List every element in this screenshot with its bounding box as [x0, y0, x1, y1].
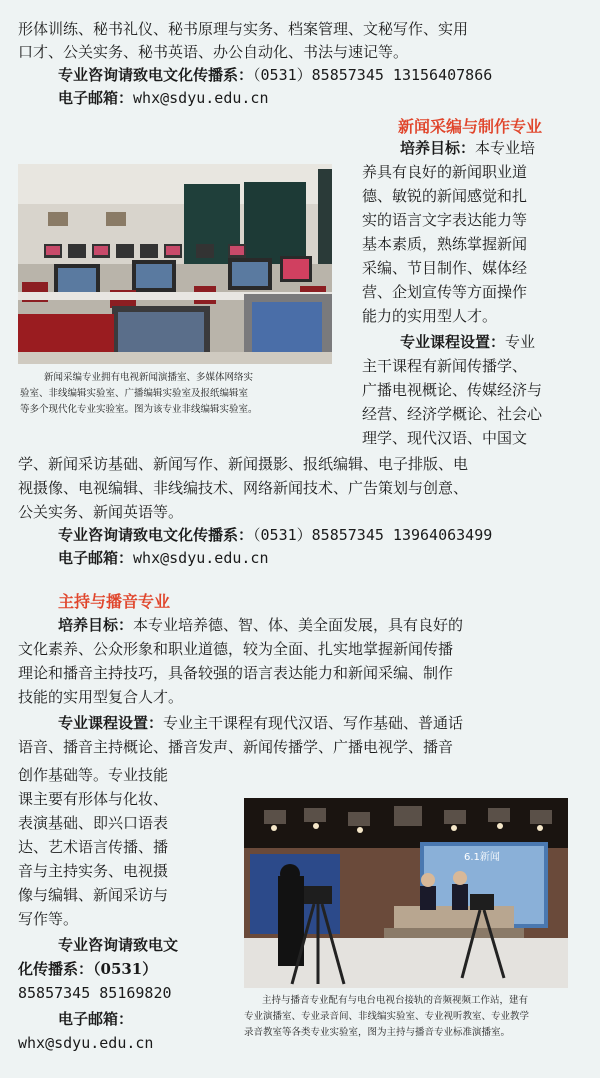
host-course-full-line-2: 语音、播音主持概论、播音发声、新闻传播学、广播电视学、播音 [18, 738, 454, 756]
intro-contact [58, 64, 492, 86]
host-course-narrow-line-2: 课主要有形体与化妆、 [18, 790, 169, 808]
news-goal [362, 137, 535, 159]
host-caption-line-3: 录音教室等各类专业实验室，图为主持与播音专业标准演播室。 [244, 1027, 511, 1038]
news-goal-line-5: 基本素质，熟练掌握新闻 [362, 235, 528, 253]
computer-lab-image [18, 164, 332, 364]
news-goal-line-8: 能力的实用型人才。 [362, 307, 498, 325]
news-email [58, 547, 268, 569]
news-course [362, 331, 535, 353]
news-course-full-line-3: 公关实务、新闻英语等。 [18, 503, 184, 521]
host-course-narrow-line-4: 达、艺术语言传播、播 [18, 838, 169, 856]
host-goal-first: 本专业培养德、智、体、美全面发展，具有良好的 [133, 616, 464, 634]
intro-email-label: 电子邮箱： [58, 89, 134, 107]
news-course-first: 专业 [505, 333, 536, 351]
host-course-narrow-line-6: 像与编辑、新闻采访与 [18, 886, 169, 904]
news-course-label: 专业课程设置： [400, 333, 506, 351]
host-course-narrow-line-7: 写作等。 [18, 910, 79, 928]
host-email-link[interactable]: whx@sdyu.edu.cn [18, 1034, 154, 1052]
intro-contact-phone: （0531）85857345 13156407866 [253, 66, 493, 84]
news-caption-line-1: 新闻采编专业拥有电视新闻演播室、多媒体网络实 [44, 372, 254, 383]
intro-email-link[interactable]: whx@sdyu.edu.cn [133, 89, 269, 107]
host-studio-photo [244, 798, 568, 988]
host-caption-line-1: 主持与播音专业配有与电台电视台接轨的音频视频工作站，建有 [262, 995, 529, 1006]
intro-contact-label: 专业咨询请致电文化传播系： [58, 66, 254, 84]
news-course-full-line-1: 学、新闻采访基础、新闻写作、新闻摄影、报纸编辑、电子排版、电 [18, 455, 469, 473]
host-course-narrow-line-5: 音与主持实务、电视摄 [18, 862, 169, 880]
news-goal-line-6: 采编、节目制作、媒体经 [362, 259, 528, 277]
host-contact-line-3: 85857345 85169820 [18, 984, 172, 1002]
news-goal-line-2: 养具有良好的新闻职业道 [362, 163, 528, 181]
host-course [58, 712, 463, 734]
host-goal-label: 培养目标： [58, 616, 134, 634]
news-caption-line-2: 验室、非线编辑实验室、广播编辑实验室及报纸编辑室 [20, 388, 249, 399]
news-email-label: 电子邮箱： [58, 549, 134, 567]
host-section-heading: 主持与播音专业 [58, 592, 171, 611]
news-goal-label: 培养目标： [400, 139, 476, 157]
news-email-link[interactable]: whx@sdyu.edu.cn [133, 549, 269, 567]
news-caption-line-3: 等多个现代化专业实验室。图为该专业非线编辑实验室。 [20, 404, 258, 415]
broadcast-studio-image [244, 798, 568, 988]
studio-screen-text: 6.1新闻 [464, 852, 500, 863]
news-section-heading: 新闻采编与制作专业 [398, 117, 543, 136]
news-course-line-4: 经营、经济学概论、社会心 [362, 405, 543, 423]
news-goal-line-3: 德、敏锐的新闻感觉和扎 [362, 187, 528, 205]
news-contact [58, 524, 492, 546]
host-goal-line-3: 理论和播音主持技巧，具备较强的语言表达能力和新闻采编、制作 [18, 664, 454, 682]
news-contact-phone: （0531）85857345 13964063499 [253, 526, 493, 544]
host-contact-line-2: 化传播系：（0531） [18, 960, 158, 978]
news-goal-line-7: 营、企划宣传等方面操作 [362, 283, 528, 301]
host-email-label: 电子邮箱： [58, 1010, 134, 1028]
news-contact-label: 专业咨询请致电文化传播系： [58, 526, 254, 544]
host-course-narrow-line-1: 创作基础等。专业技能 [18, 766, 169, 784]
news-course-full-line-2: 视摄像、电视编辑、非线编技术、网络新闻技术、广告策划与创意、 [18, 479, 469, 497]
host-goal-line-4: 技能的实用型复合人才。 [18, 688, 184, 706]
host-contact-line-1: 专业咨询请致电文 [58, 936, 179, 954]
host-course-label: 专业课程设置： [58, 714, 164, 732]
intro-text-line-2: 口才、公关实务、秘书英语、办公自动化、书法与速记等。 [18, 43, 409, 61]
host-course-first: 专业主干课程有现代汉语、写作基础、普通话 [163, 714, 464, 732]
host-course-narrow-line-3: 表演基础、即兴口语表 [18, 814, 169, 832]
news-goal-first: 本专业培 [475, 139, 536, 157]
news-course-line-2: 主干课程有新闻传播学、 [362, 357, 528, 375]
host-goal [58, 614, 463, 636]
news-course-line-5: 理学、现代汉语、中国文 [362, 429, 528, 447]
host-caption-line-2: 专业演播室、专业录音间、非线编实验室、专业视听教室、专业教学 [244, 1011, 530, 1022]
intro-email [58, 87, 268, 109]
news-course-line-3: 广播电视概论、传媒经济与 [362, 381, 543, 399]
news-goal-line-4: 实的语言文字表达能力等 [362, 211, 528, 229]
host-goal-line-2: 文化素养、公众形象和职业道德，较为全面、扎实地掌握新闻传播 [18, 640, 454, 658]
intro-text-line-1: 形体训练、秘书礼仪、秘书原理与实务、档案管理、文秘写作、实用 [18, 20, 469, 38]
news-lab-photo [18, 164, 332, 364]
